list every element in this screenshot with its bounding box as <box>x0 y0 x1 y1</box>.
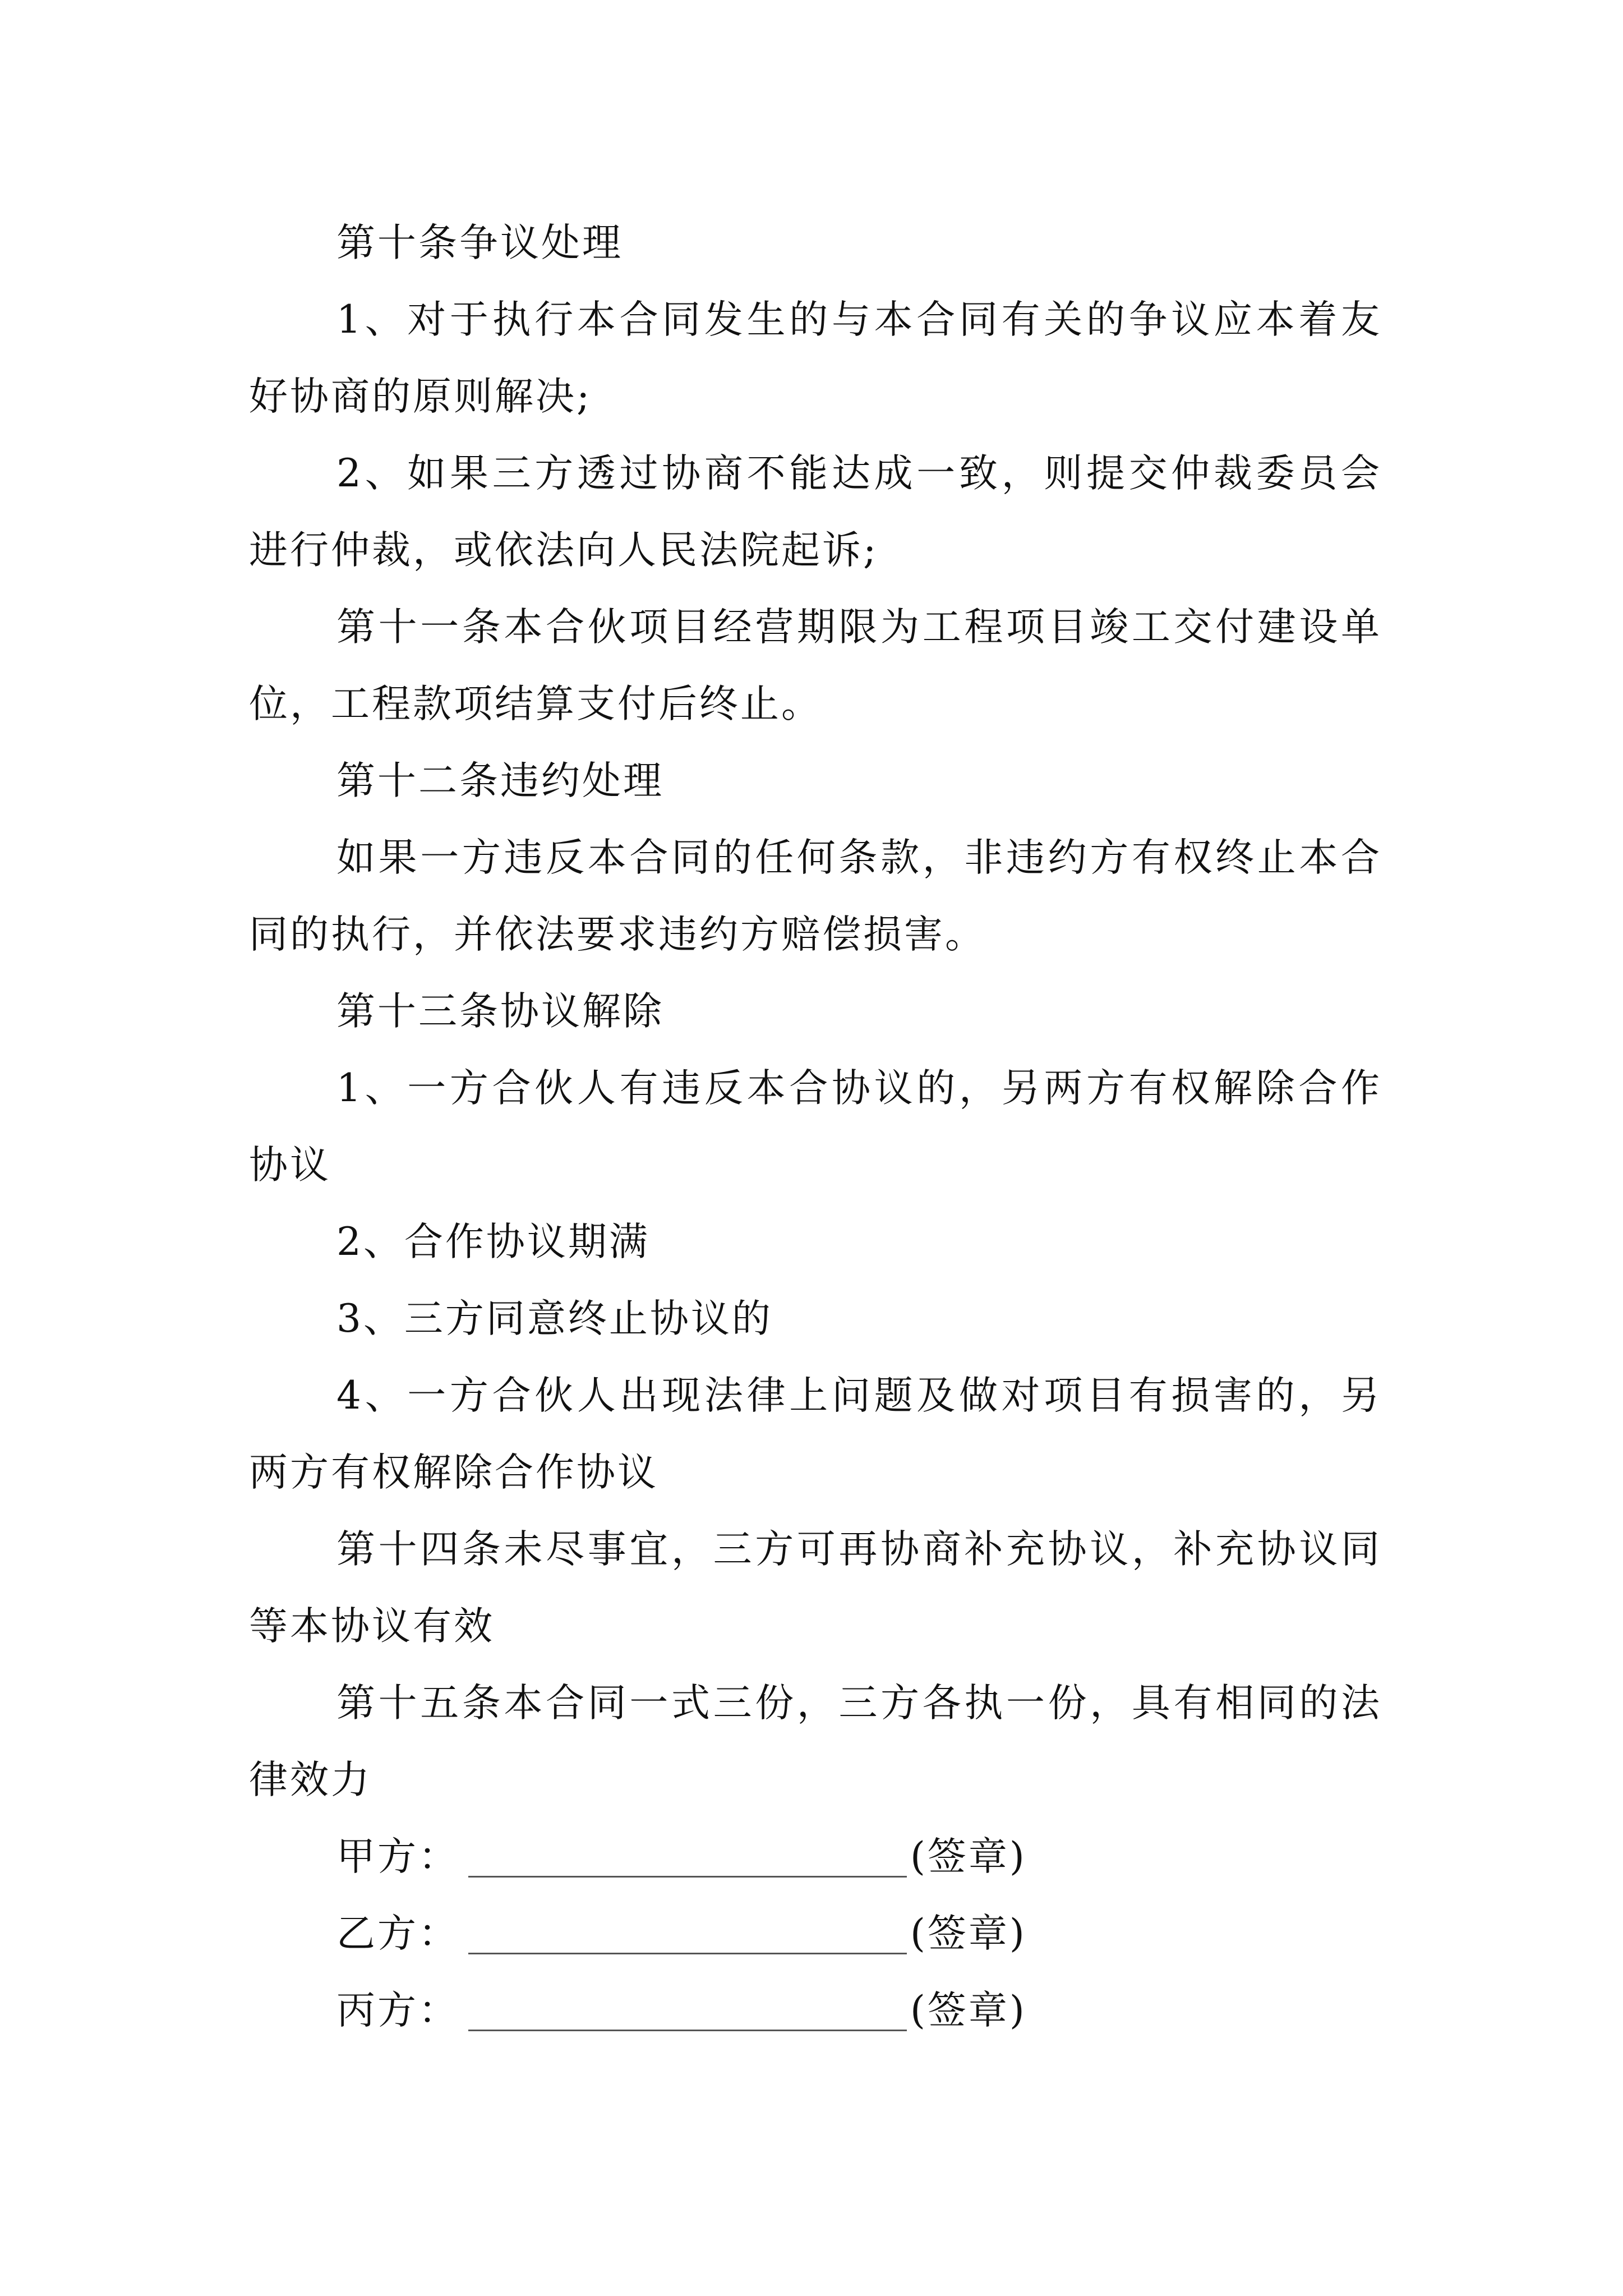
article-10-clause-2: 2、如果三方透过协商不能达成一致，则提交仲裁委员会进行仲裁，或依法向人民法院起诉; <box>249 451 1382 573</box>
article-10-clause-1: 1、对于执行本合同发生的与本合同有关的争议应本着友好协商的原则解决; <box>249 297 1382 419</box>
article-13-clause-3: 3、三方同意终止协议的 <box>336 1296 773 1341</box>
article-10-title: 第十条争议处理 <box>336 220 623 265</box>
signature-row-party-a <box>249 1819 1382 1895</box>
signature-label: 甲方： <box>336 1834 459 1879</box>
article-12-title: 第十二条违约处理 <box>336 758 664 803</box>
document-body <box>249 205 1382 2049</box>
article-13-clause-2: 2、合作协议期满 <box>336 1220 650 1264</box>
article-15: 第十五条本合同一式三份，三方各执一份，具有相同的法律效力 <box>249 1681 1382 1802</box>
signature-row-party-c <box>249 1972 1382 2049</box>
signature-seal-text: (签章) <box>910 1988 1027 2033</box>
signature-label: 乙方： <box>336 1911 459 1956</box>
signature-line <box>468 1936 907 1954</box>
signature-seal-text: (签章) <box>910 1911 1027 1956</box>
article-14: 第十四条未尽事宜，三方可再协商补充协议，补充协议同等本协议有效 <box>249 1527 1382 1649</box>
signature-line <box>468 2013 907 2031</box>
article-11: 第十一条本合伙项目经营期限为工程项目竣工交付建设单位，工程款项结算支付后终止。 <box>249 605 1382 726</box>
signature-row-party-b <box>249 1895 1382 1972</box>
article-13-clause-1: 1、一方合伙人有违反本合协议的，另两方有权解除合作协议 <box>249 1066 1382 1188</box>
article-12-body: 如果一方违反本合同的任何条款，非违约方有权终止本合同的执行，并依法要求违约方赔偿损害。 <box>249 835 1382 957</box>
article-13-title: 第十三条协议解除 <box>336 989 664 1034</box>
article-13-clause-4: 4、一方合伙人出现法律上问题及做对项目有损害的，另两方有权解除合作协议 <box>249 1373 1382 1495</box>
signature-label: 丙方： <box>336 1988 459 2033</box>
signature-seal-text: (签章) <box>910 1834 1027 1879</box>
signature-line <box>468 1859 907 1878</box>
